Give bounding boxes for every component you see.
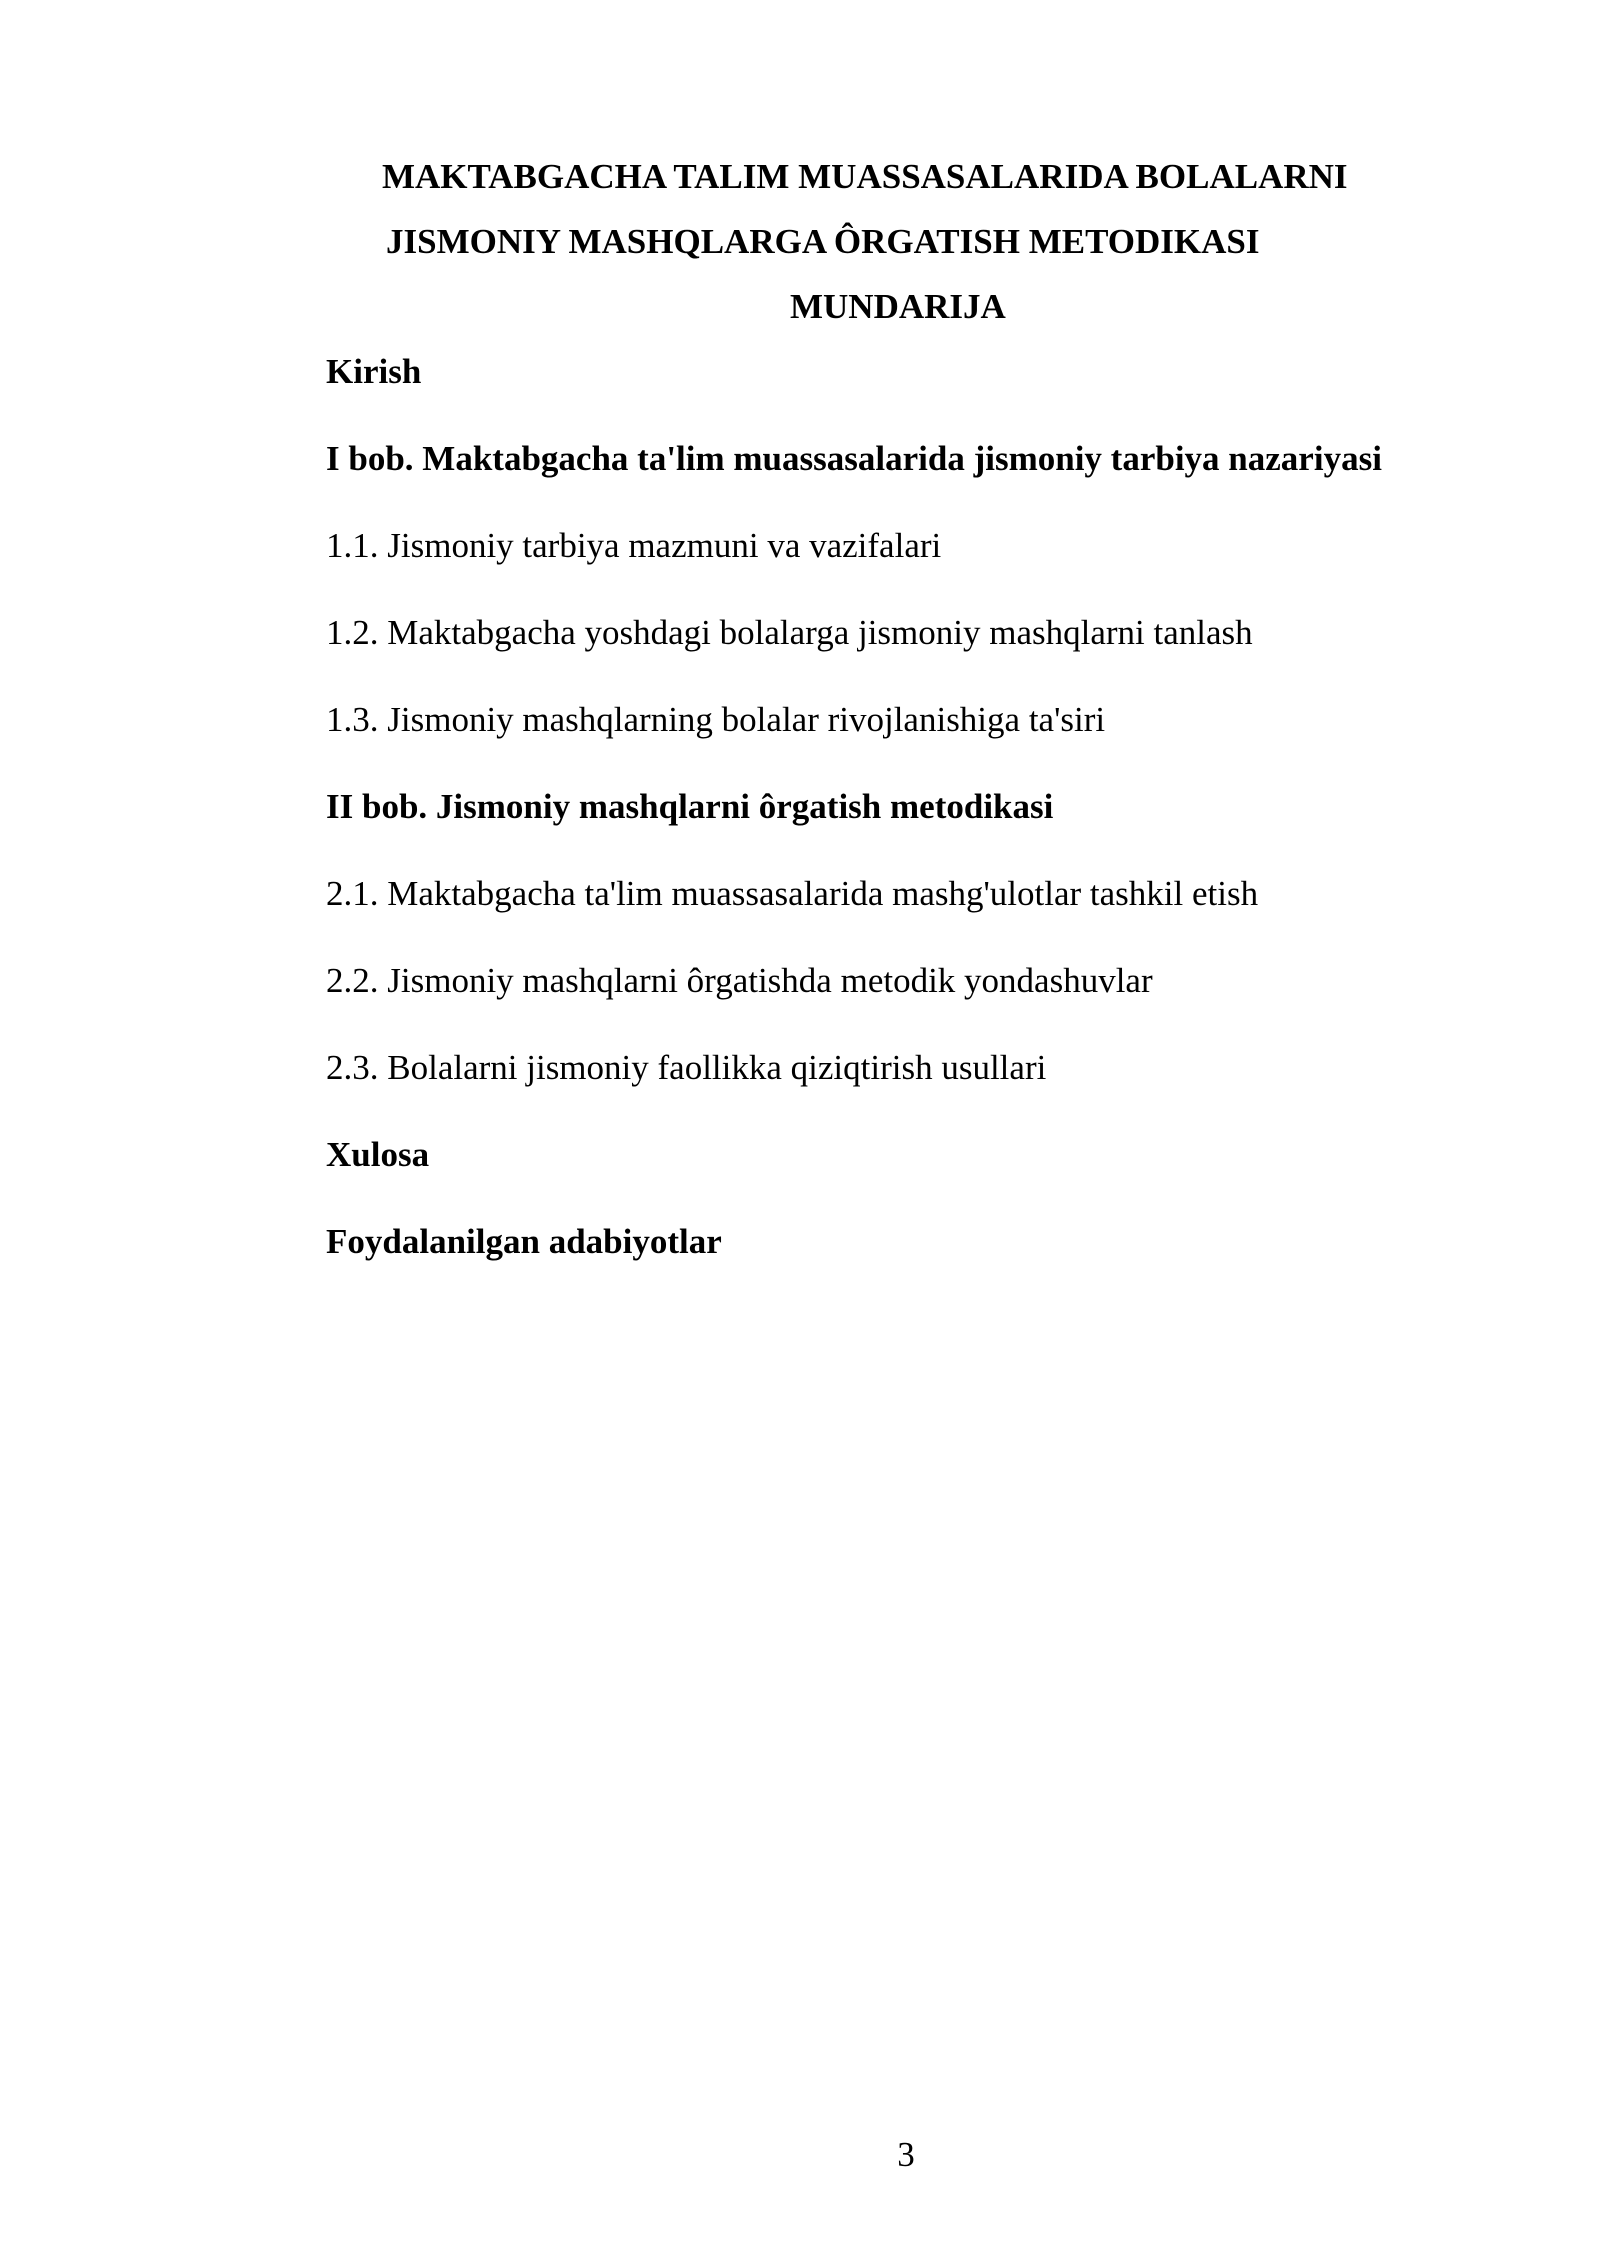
document-title-line-1: MAKTABGACHA TALIM MUASSASALARIDA BOLALARNI — [382, 157, 1348, 196]
toc-entry-chapter-1: I bob. Maktabgacha ta'lim muassasalarida jismoniy tarbiya nazariyasi — [326, 439, 1382, 478]
toc-entry-section-2-2: 2.2. Jismoniy mashqlarni ôrgatishda metodik yondashuvlar — [326, 961, 1153, 1000]
toc-entry-chapter-2: II bob. Jismoniy mashqlarni ôrgatish metodikasi — [326, 787, 1054, 826]
toc-entry-introduction: Kirish — [326, 352, 422, 391]
toc-entry-section-2-3: 2.3. Bolalarni jismoniy faollikka qiziqtirish usullari — [326, 1048, 1047, 1087]
table-of-contents-heading: MUNDARIJA — [790, 287, 1006, 326]
toc-entry-section-1-1: 1.1. Jismoniy tarbiya mazmuni va vazifalari — [326, 526, 942, 565]
toc-entry-conclusion: Xulosa — [326, 1135, 430, 1174]
toc-entry-section-2-1: 2.1. Maktabgacha ta'lim muassasalarida mashg'ulotlar tashkil etish — [326, 874, 1259, 913]
document-title-line-2: JISMONIY MASHQLARGA ÔRGATISH METODIKASI — [386, 222, 1260, 261]
toc-entry-references: Foydalanilgan adabiyotlar — [326, 1222, 722, 1261]
page-number: 3 — [897, 2135, 915, 2174]
toc-entry-section-1-3: 1.3. Jismoniy mashqlarning bolalar rivojlanishiga ta'siri — [326, 700, 1106, 739]
toc-entry-section-1-2: 1.2. Maktabgacha yoshdagi bolalarga jismoniy mashqlarni tanlash — [326, 613, 1253, 652]
